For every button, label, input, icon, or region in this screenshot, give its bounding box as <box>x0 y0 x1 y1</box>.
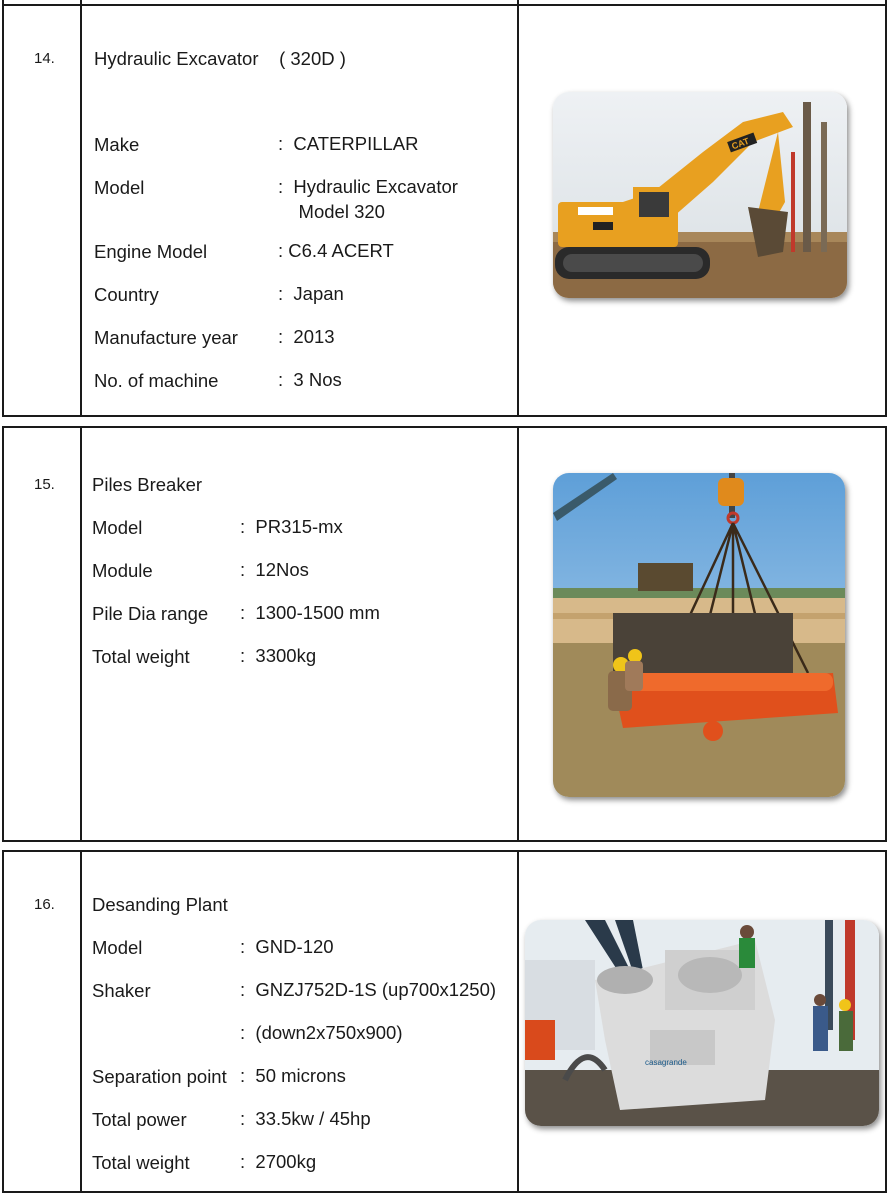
spec-value: : 33.5kw / 45hp <box>240 1108 371 1129</box>
equipment-row-14 <box>2 4 887 417</box>
spec-value: : CATERPILLAR <box>278 133 419 154</box>
spec-value: : 12Nos <box>240 559 309 580</box>
column-divider <box>80 852 82 1191</box>
spec-label: Separation point <box>92 1066 227 1087</box>
spec-label: Model <box>92 517 143 538</box>
item-title: Hydraulic Excavator ( 320D ) <box>94 48 346 69</box>
spec-value: : Hydraulic Excavator Model 320 <box>278 176 458 222</box>
spec-label: Pile Dia range <box>92 603 209 624</box>
spec-value: : PR315-mx <box>240 516 343 537</box>
item-title: Piles Breaker <box>92 474 203 495</box>
item-number: 15. <box>34 476 55 493</box>
spec-value: : (down2x750x900) <box>240 1022 403 1043</box>
column-divider <box>517 428 519 840</box>
spec-value: : 1300-1500 mm <box>240 602 380 623</box>
column-divider <box>80 428 82 840</box>
desanding-plant-photo <box>525 920 879 1126</box>
column-divider <box>80 6 82 415</box>
excavator-photo <box>553 92 847 298</box>
spec-value: : 50 microns <box>240 1065 346 1086</box>
spec-label: Model <box>92 937 143 958</box>
spec-label: Manufacture year <box>94 327 238 348</box>
column-divider <box>517 6 519 415</box>
spec-value: : GNZJ752D-1S (up700x1250) <box>240 979 497 1000</box>
column-divider <box>517 852 519 1191</box>
spec-value: : GND-120 <box>240 936 334 957</box>
svg-text:casagrande: casagrande <box>645 1058 687 1067</box>
spec-value: : 3 Nos <box>278 369 342 390</box>
equipment-row-15 <box>2 426 887 842</box>
spec-label: Total weight <box>92 646 190 667</box>
spec-value: : C6.4 ACERT <box>278 240 394 261</box>
spec-label: Engine Model <box>94 241 208 262</box>
spec-label: Model <box>94 177 145 198</box>
spec-value: : Japan <box>278 283 344 304</box>
spec-label: Country <box>94 284 159 305</box>
spec-value: : 2013 <box>278 326 335 347</box>
item-title: Desanding Plant <box>92 894 228 915</box>
spec-label: Total power <box>92 1109 187 1130</box>
spec-label: Total weight <box>92 1152 190 1173</box>
item-number: 14. <box>34 50 55 67</box>
spec-value: : 3300kg <box>240 645 317 666</box>
item-number: 16. <box>34 896 55 913</box>
spec-label: No. of machine <box>94 370 219 391</box>
spec-value: : 2700kg <box>240 1151 317 1172</box>
spec-label: Shaker <box>92 980 151 1001</box>
equipment-row-16 <box>2 850 887 1193</box>
svg-text:CAT: CAT <box>730 135 751 152</box>
pile-breaker-photo <box>553 473 845 797</box>
spec-label: Module <box>92 560 153 581</box>
spec-label: Make <box>94 134 140 155</box>
